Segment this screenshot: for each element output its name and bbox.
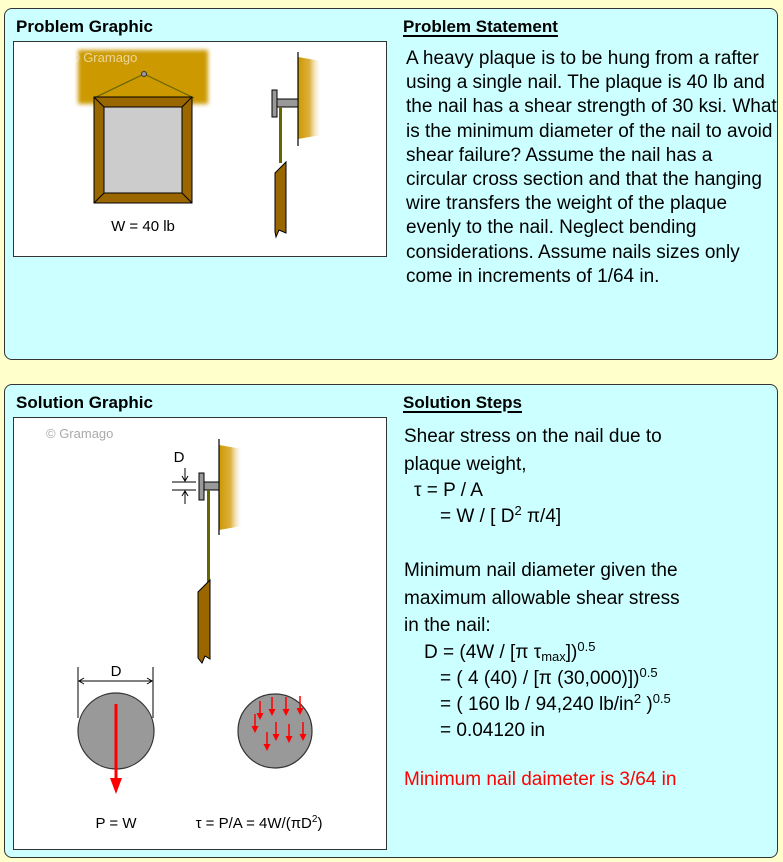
watermark: © Gramago <box>46 426 114 441</box>
eq-sup: 0.5 <box>652 690 671 706</box>
nail-head-dot <box>142 72 147 77</box>
cross-section-force <box>78 663 154 832</box>
eq-sup: 2 <box>633 690 642 706</box>
nail-head <box>199 473 204 500</box>
solution-graphic <box>13 417 387 850</box>
cross-section-stress <box>196 694 323 832</box>
diameter-label-side: D <box>173 449 185 466</box>
equation-result: = 0.04120 in <box>440 719 546 741</box>
eq-sub: max <box>541 648 566 664</box>
equation-tau-expanded <box>404 504 776 530</box>
eq-sup: 0.5 <box>577 638 596 654</box>
equation-simplified <box>404 692 776 718</box>
plaque-side <box>198 580 210 663</box>
plaque-frame <box>94 97 192 203</box>
step-text: Minimum nail diameter given the <box>404 560 678 581</box>
rafter-side <box>219 445 242 530</box>
stress-label <box>196 814 323 832</box>
nail-shank <box>204 482 219 490</box>
stress-label-sup: 2 <box>311 814 318 825</box>
eq-part: = ( 160 lb / 94,240 lb/in <box>440 693 634 715</box>
step-text: in the nail: <box>404 615 491 636</box>
wire-side <box>207 490 210 582</box>
equation-diameter <box>404 640 776 666</box>
problem-panel <box>4 8 778 360</box>
problem-statement-text: A heavy plaque is to be hung from a rafter using a single nail. The plaque is 40 lb and the nail has a shear strength of 30 ksi. What is the minimum diameter of the nail to avoid shear failure? Assume the nail has a circular cross section and that the hanging wire transfers the weight of the plaque evenly to the nail. Neglect bending considerations. Assume nails sizes only come in increments of 1/64 in. <box>406 48 777 287</box>
step-text: maximum allowable shear stress <box>404 587 680 609</box>
side-view <box>272 52 321 237</box>
problem-statement-heading: Problem Statement <box>403 17 558 36</box>
final-answer: Minimum nail daimeter is 3/64 in <box>404 768 677 790</box>
nail-side-view <box>172 439 242 663</box>
step-text: plaque weight, <box>404 453 527 475</box>
solution-panel <box>4 384 778 858</box>
weight-label: W = 40 lb <box>111 218 175 235</box>
eq-part: ) <box>641 693 653 715</box>
solution-steps <box>404 423 776 793</box>
force-label: P = W <box>95 815 137 832</box>
eq-sup: 2 <box>514 503 522 518</box>
eq-part: ]) <box>565 641 578 663</box>
eq-part: = W / [ D <box>440 506 515 527</box>
equation-substitution <box>404 666 776 692</box>
solution-graphic-svg <box>14 418 386 849</box>
stress-label-end: ) <box>317 815 323 832</box>
eq-part: π/4] <box>521 506 562 527</box>
force-arrow-head <box>110 778 122 794</box>
eq-sup: 0.5 <box>639 664 658 680</box>
stress-label-main: τ = P/A = 4W/(πD <box>195 815 312 832</box>
problem-graphic <box>13 41 387 257</box>
rafter-side <box>298 57 321 139</box>
solution-steps-heading: Solution Steps <box>403 393 522 412</box>
eq-part: = ( 4 (40) / [π (30,000)]) <box>440 667 640 689</box>
wire-side <box>279 107 282 163</box>
eq-part: D = (4W / [π τ <box>424 641 542 663</box>
step-text: Shear stress on the nail due to <box>404 426 662 447</box>
problem-graphic-heading: Problem Graphic <box>16 17 153 36</box>
nail-shank <box>276 99 298 107</box>
nail-cross-section-stress <box>238 694 312 768</box>
watermark: © Gramago <box>70 50 138 65</box>
problem-graphic-svg <box>14 42 386 256</box>
equation-tau: τ = P / A <box>414 480 483 501</box>
plaque-side <box>275 162 286 237</box>
solution-graphic-heading: Solution Graphic <box>16 393 153 412</box>
nail-head <box>272 90 277 117</box>
diameter-label-section: D <box>110 663 122 680</box>
